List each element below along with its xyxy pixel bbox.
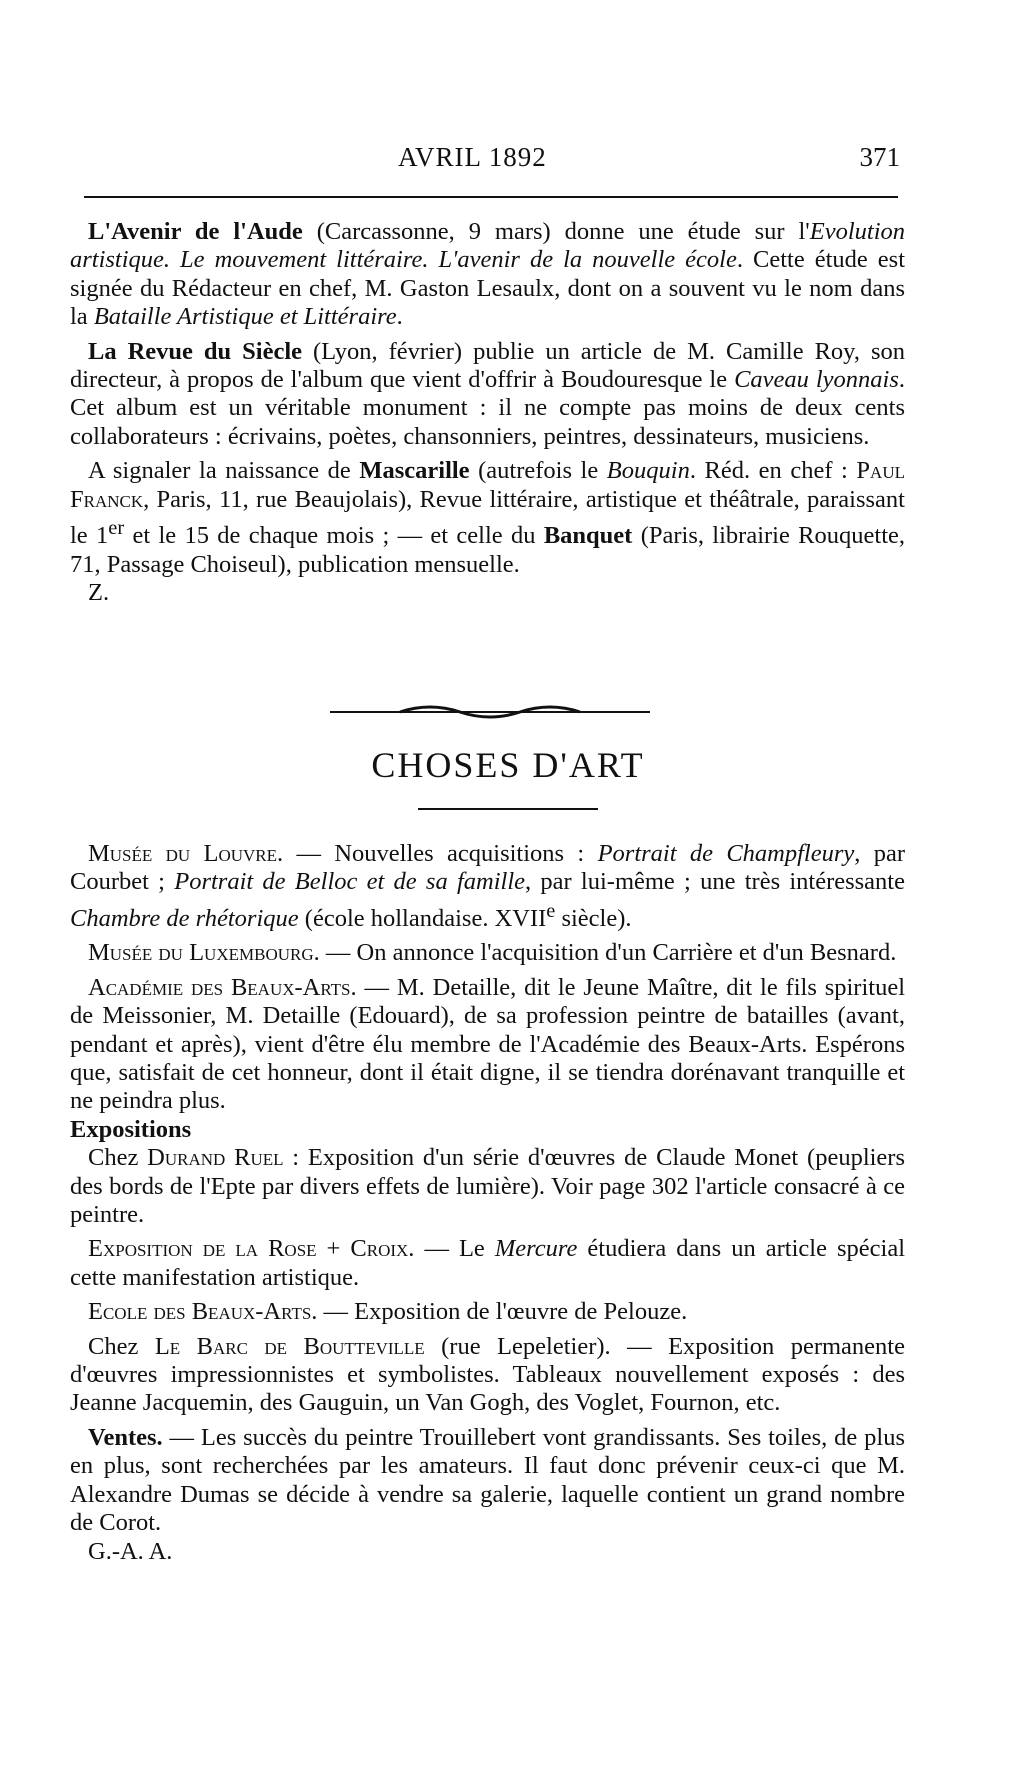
reviews-block [70,218,905,607]
item-ventes: Ventes. — Les succès du peintre Trouillebert vont grandissants. Ses toiles, de plus en plus, sont recherchées par les amateurs. Il faut donc prévenir ceux-ci que M. Alexandre Dumas se décide à vendre sa galerie, laquelle contient un grand nombre de Corot. [70,1423,905,1537]
item-durand-ruel: Chez Durand Ruel : Exposition d'un série d'œuvres de Claude Monet (peupliers des bords de l'Epte par divers effets de lumière). Voir page 302 l'article consacré à ce peintre. [70,1144,906,1229]
art-block [70,840,905,1566]
section-rule [418,808,598,810]
review-avenir-aude: L'Avenir de l'Aude (Carcassonne, 9 mars) donne une étude sur l'Evolution artistique. Le mouvement littéraire. L'avenir de la nouvelle école. Cette étude est signée du Rédacteur en chef, M. Gaston Lesaulx, dont on a souvent vu le nom dans la Bataille Artistique et Littéraire. [70,218,906,331]
running-title: AVRIL 1892 [398,142,547,172]
page-header [70,142,900,178]
item-louvre: Musée du Louvre. — Nouvelles acquisitions : Portrait de Champfleury, par Courbet ; Portrait de Belloc et de sa famille, par lui-même ; une très intéressante Chambre de rhétorique (école hollandaise. XVIIe siècle). [70,840,905,932]
review-title: L'Avenir de l'Aude [88,218,303,245]
signature-reviews: Z. [88,579,110,607]
review-revue-siecle: La Revue du Siècle (Lyon, février) publie un article de M. Camille Roy, son directeur, à propos de l'album que vient d'offrir à Boudouresque le Caveau lyonnais. Cet album est un véritable monument : il ne compte pas moins de deux cents collaborateurs : écrivains, poètes, chansonniers, peintres, dessinateurs, musiciens. [70,337,905,450]
page-number: 371 [859,142,900,172]
item-luxembourg: Musée du Luxembourg. — On annonce l'acquisition d'un Carrière et d'un Besnard. [88,939,897,967]
subheading-expositions: Expositions [70,1115,192,1143]
item-rose-croix: Exposition de la Rose + Croix. — Le Mercure étudiera dans un article spécial cette manifestation artistique. [70,1235,906,1291]
item-le-barc: Chez Le Barc de Boutteville (rue Lepeletier). — Exposition permanente d'œuvres impressionnistes et symbolistes. Tableaux nouvellement exposés : des Jeanne Jacquemin, des Gauguin, un Van Gogh, des Voglet, Fournon, etc. [70,1332,905,1417]
item-ecole: Ecole des Beaux-Arts. — Exposition de l'œuvre de Pelouze. [88,1298,688,1326]
section-title: CHOSES D'ART [371,745,645,785]
header-rule [84,196,898,198]
ornament-divider [330,702,650,722]
item-academie: Académie des Beaux-Arts. — M. Detaille, dit le Jeune Maître, dit le fils spirituel de Meissonier, M. Detaille (Edouard), de sa profession peintre de batailles (avant, pendant et après), vient d'être élu membre de l'Académie des Beaux-Arts. Espérons que, satisfait de cet honneur, dont il était digne, il se tiendra dorénavant tranquille et ne peindra plus. [70,973,906,1115]
signature-art: G.-A. A. [88,1537,173,1565]
review-mascarille: A signaler la naissance de Mascarille (autrefois le Bouquin. Réd. en chef : Paul Franck, Paris, 11, rue Beaujolais), Revue littéraire, artistique et théâtrale, paraissant le 1er et le 15 de chaque mois ; — et celle du Banquet (Paris, librairie Rouquette, 71, Passage Choiseul), publication mensuelle. [70,457,906,578]
review-title: La Revue du Siècle [88,337,303,365]
